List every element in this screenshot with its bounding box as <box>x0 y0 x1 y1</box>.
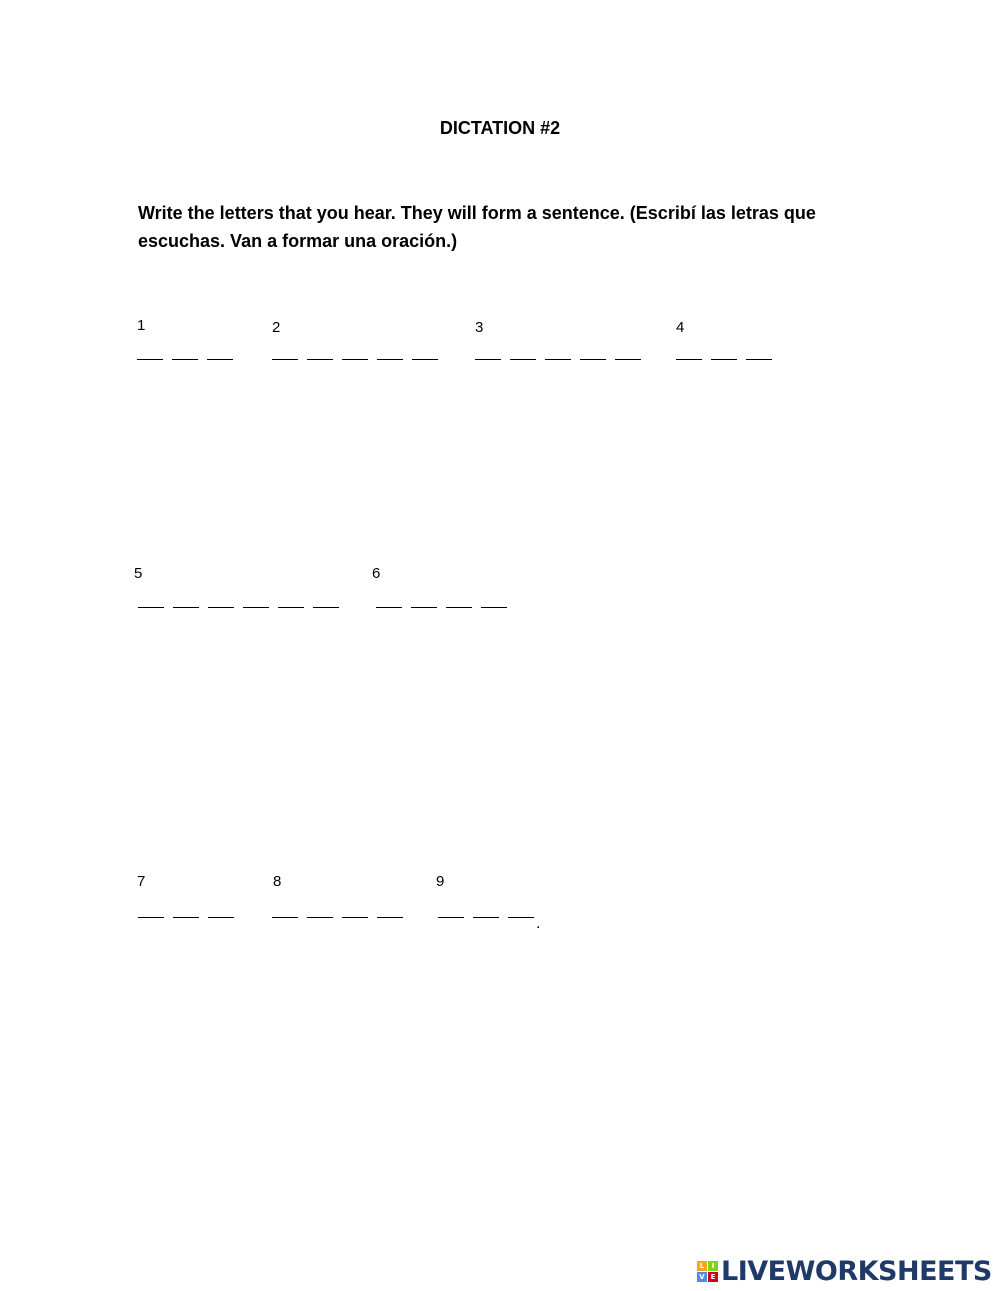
logo-tile-v: V <box>697 1272 707 1282</box>
letter-blank[interactable] <box>508 915 534 918</box>
letter-blank[interactable] <box>207 357 233 360</box>
word-number: 1 <box>137 317 146 334</box>
blank-row[interactable] <box>676 357 781 360</box>
letter-blank[interactable] <box>711 357 737 360</box>
letter-blank[interactable] <box>580 357 606 360</box>
letter-blank[interactable] <box>545 357 571 360</box>
word-number: 7 <box>137 873 146 890</box>
instructions: Write the letters that you hear. They will form a sentence. (Escribí las letras que escuchas. Van a formar una oración.) <box>138 203 816 251</box>
letter-blank[interactable] <box>510 357 536 360</box>
word-number: 2 <box>272 319 281 336</box>
letter-blank[interactable] <box>208 605 234 608</box>
letter-blank[interactable] <box>272 915 298 918</box>
letter-blank[interactable] <box>438 915 464 918</box>
word-number: 8 <box>273 873 282 890</box>
logo-tile-i: I <box>708 1261 718 1271</box>
letter-blank[interactable] <box>307 357 333 360</box>
letter-blank[interactable] <box>376 605 402 608</box>
letter-blank[interactable] <box>138 915 164 918</box>
blank-row[interactable] <box>376 605 516 608</box>
word-number: 4 <box>676 319 685 336</box>
letter-blank[interactable] <box>446 605 472 608</box>
letter-blank[interactable] <box>307 915 333 918</box>
letter-blank[interactable] <box>172 357 198 360</box>
letter-blank[interactable] <box>272 357 298 360</box>
letter-blank[interactable] <box>278 605 304 608</box>
logo-tile-e: E <box>708 1272 718 1282</box>
blank-row[interactable] <box>272 357 447 360</box>
logo-tile-l: L <box>697 1261 707 1271</box>
letter-blank[interactable] <box>676 357 702 360</box>
blank-row[interactable] <box>138 915 243 918</box>
blank-row[interactable] <box>138 605 348 608</box>
word-number: 9 <box>436 873 445 890</box>
blank-row[interactable] <box>272 915 412 918</box>
letter-blank[interactable] <box>411 605 437 608</box>
letter-blank[interactable] <box>313 605 339 608</box>
page-title: DICTATION #2 <box>439 118 561 138</box>
logo-icon <box>697 1261 718 1282</box>
word-number: 5 <box>134 565 143 582</box>
letter-blank[interactable] <box>473 915 499 918</box>
letter-blank[interactable] <box>615 357 641 360</box>
blank-row[interactable] <box>475 357 650 360</box>
letter-blank[interactable] <box>377 915 403 918</box>
blank-row[interactable] <box>137 357 242 360</box>
letter-blank[interactable] <box>342 915 368 918</box>
blank-row[interactable] <box>438 915 543 918</box>
letter-blank[interactable] <box>243 605 269 608</box>
letter-blank[interactable] <box>746 357 772 360</box>
letter-blank[interactable] <box>481 605 507 608</box>
letter-blank[interactable] <box>208 915 234 918</box>
letter-blank[interactable] <box>377 357 403 360</box>
letter-blank[interactable] <box>138 605 164 608</box>
word-number: 3 <box>475 319 484 336</box>
logo-text: LIVEWORKSHEETS <box>721 1256 992 1287</box>
letter-blank[interactable] <box>173 605 199 608</box>
liveworksheets-logo <box>697 1256 992 1287</box>
letter-blank[interactable] <box>412 357 438 360</box>
sentence-end-period: . <box>536 915 541 932</box>
letter-blank[interactable] <box>173 915 199 918</box>
letter-blank[interactable] <box>475 357 501 360</box>
word-number: 6 <box>372 565 381 582</box>
letter-blank[interactable] <box>342 357 368 360</box>
letter-blank[interactable] <box>137 357 163 360</box>
